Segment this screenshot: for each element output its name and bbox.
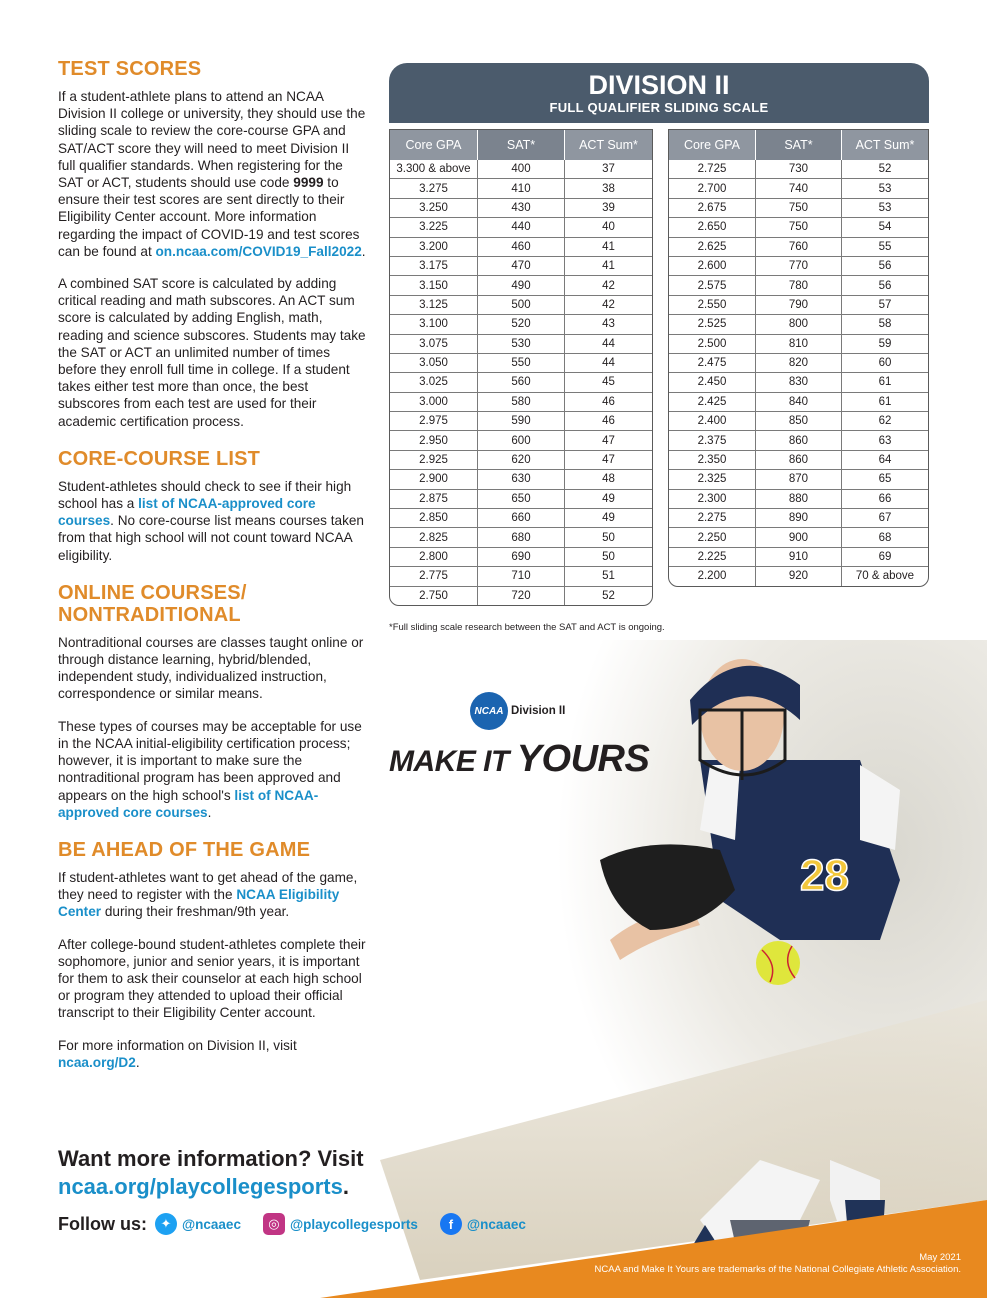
act-cell: 69 bbox=[841, 547, 928, 566]
sat-cell: 890 bbox=[755, 509, 841, 528]
trademark-notice: NCAA and Make It Yours are trademarks of the National Collegiate Athletic Association. bbox=[594, 1264, 961, 1275]
core-gpa-cell: 2.275 bbox=[669, 509, 755, 528]
act-cell: 64 bbox=[841, 450, 928, 469]
core-gpa-cell: 2.300 bbox=[669, 489, 755, 508]
scale-row bbox=[390, 586, 652, 605]
approved-courses-link[interactable]: list of NCAA-approved core courses bbox=[58, 787, 319, 820]
scale-row bbox=[669, 528, 928, 547]
core-gpa-cell: 2.925 bbox=[390, 450, 478, 469]
core-course-paragraph: Student-athletes should check to see if their high school has a list of NCAA-approved core courses. No core-course list means courses taken from that high school will not count toward NCAA eligibility. bbox=[58, 478, 364, 563]
act-cell: 47 bbox=[565, 450, 653, 469]
sat-cell: 490 bbox=[478, 276, 565, 295]
sat-cell: 800 bbox=[755, 315, 841, 334]
core-gpa-cell: 2.975 bbox=[390, 412, 478, 431]
act-cell: 43 bbox=[565, 315, 653, 334]
col-act-sum: ACT Sum* bbox=[841, 130, 928, 160]
scale-row bbox=[669, 315, 928, 334]
sat-cell: 860 bbox=[755, 431, 841, 450]
act-cell: 42 bbox=[565, 295, 653, 314]
test-scores-heading: TEST SCORES bbox=[58, 58, 202, 80]
act-cell: 48 bbox=[565, 470, 653, 489]
sliding-scale-card bbox=[389, 63, 929, 602]
act-cell: 65 bbox=[841, 470, 928, 489]
core-gpa-cell: 3.275 bbox=[390, 179, 478, 198]
sat-cell: 590 bbox=[478, 412, 565, 431]
core-gpa-cell: 3.125 bbox=[390, 295, 478, 314]
sat-cell: 830 bbox=[755, 373, 841, 392]
sat-cell: 810 bbox=[755, 334, 841, 353]
act-cell: 47 bbox=[565, 431, 653, 450]
act-cell: 50 bbox=[565, 547, 653, 566]
playcollegesports-link[interactable]: ncaa.org/playcollegesports bbox=[58, 1174, 343, 1199]
act-cell: 37 bbox=[565, 160, 653, 179]
core-gpa-cell: 2.350 bbox=[669, 450, 755, 469]
core-gpa-cell: 2.875 bbox=[390, 489, 478, 508]
act-cell: 53 bbox=[841, 198, 928, 217]
scale-row bbox=[669, 489, 928, 508]
sat-cell: 520 bbox=[478, 315, 565, 334]
scale-row bbox=[390, 218, 652, 237]
sat-cell: 900 bbox=[755, 528, 841, 547]
sat-cell: 620 bbox=[478, 450, 565, 469]
d2-link[interactable]: ncaa.org/D2 bbox=[58, 1054, 136, 1070]
follow-us-row bbox=[58, 1213, 540, 1235]
act-cell: 58 bbox=[841, 315, 928, 334]
scale-row bbox=[390, 160, 652, 179]
sat-cell: 580 bbox=[478, 392, 565, 411]
core-gpa-cell: 2.900 bbox=[390, 470, 478, 489]
act-cell: 61 bbox=[841, 392, 928, 411]
core-gpa-cell: 2.200 bbox=[669, 567, 755, 586]
scale-row bbox=[390, 315, 652, 334]
sat-cell: 790 bbox=[755, 295, 841, 314]
core-gpa-cell: 2.475 bbox=[669, 353, 755, 372]
core-gpa-cell: 2.525 bbox=[669, 315, 755, 334]
core-gpa-cell: 2.800 bbox=[390, 547, 478, 566]
act-cell: 41 bbox=[565, 237, 653, 256]
test-scores-paragraph: If a student-athlete plans to attend an NCAA Division II college or university, they should use the sliding scale to review the core-course GPA and SAT/ACT score they will need to meet Division II full qualifier standards. When registering for the SAT or ACT, students should use code 9999 to ensure their test scores are sent directly to their Eligibility Center account. More information regarding the impact of COVID-19 and test scores can be found at on.ncaa.com/COVID19_Fall2022. bbox=[58, 89, 366, 259]
col-act-sum: ACT Sum* bbox=[565, 130, 653, 160]
twitter-icon: ✦ bbox=[155, 1213, 177, 1235]
act-cell: 60 bbox=[841, 353, 928, 372]
scale-subtitle: FULL QUALIFIER SLIDING SCALE bbox=[549, 100, 769, 115]
scale-row bbox=[669, 431, 928, 450]
act-cell: 63 bbox=[841, 431, 928, 450]
sat-cell: 840 bbox=[755, 392, 841, 411]
sat-cell: 660 bbox=[478, 509, 565, 528]
publish-date: May 2021 bbox=[919, 1252, 961, 1263]
scale-row bbox=[669, 412, 928, 431]
core-gpa-cell: 2.450 bbox=[669, 373, 755, 392]
core-gpa-cell: 2.500 bbox=[669, 334, 755, 353]
scale-row bbox=[390, 547, 652, 566]
covid-link[interactable]: on.ncaa.com/COVID19_Fall2022 bbox=[155, 243, 362, 259]
core-gpa-cell: 3.100 bbox=[390, 315, 478, 334]
core-gpa-cell: 2.600 bbox=[669, 256, 755, 275]
sat-cell: 650 bbox=[478, 489, 565, 508]
core-course-section bbox=[58, 448, 370, 564]
test-scores-section bbox=[58, 58, 370, 430]
act-cell: 70 & above bbox=[855, 570, 915, 583]
core-gpa-cell: 2.325 bbox=[669, 470, 755, 489]
scale-title: DIVISION II bbox=[588, 70, 730, 100]
ahead-heading: BE AHEAD OF THE GAME bbox=[58, 838, 311, 861]
scale-row bbox=[390, 256, 652, 275]
scale-table-right bbox=[668, 129, 929, 587]
scale-left-body bbox=[390, 160, 652, 605]
scale-row bbox=[669, 470, 928, 489]
scale-row bbox=[390, 470, 652, 489]
scale-row bbox=[390, 431, 652, 450]
act-cell: 45 bbox=[565, 373, 653, 392]
sat-cell: 720 bbox=[478, 586, 565, 605]
sat-cell: 870 bbox=[755, 470, 841, 489]
ahead-paragraph-1: If student-athletes want to get ahead of the game, they need to register with the NCAA Eligibility Center during their freshman/9th year. bbox=[58, 869, 358, 920]
sat-cell: 850 bbox=[755, 412, 841, 431]
act-cell: 40 bbox=[565, 218, 653, 237]
sat-cell: 500 bbox=[478, 295, 565, 314]
core-gpa-cell: 2.950 bbox=[390, 431, 478, 450]
sat-cell: 920 bbox=[755, 567, 841, 586]
act-cell: 39 bbox=[565, 198, 653, 217]
sat-cell: 760 bbox=[755, 237, 841, 256]
act-cell: 55 bbox=[841, 237, 928, 256]
core-gpa-cell: 2.625 bbox=[669, 237, 755, 256]
scale-row bbox=[669, 547, 928, 566]
sat-cell: 400 bbox=[478, 160, 565, 179]
ahead-paragraph-2: After college-bound student-athletes complete their sophomore, junior and senior years, it is important for them to ask their counselor at each high school or program they attended to upload their official transcript to their Eligibility Center account. bbox=[58, 936, 366, 1021]
ncaa-logo-icon: NCAA bbox=[470, 692, 508, 730]
scale-row bbox=[390, 353, 652, 372]
act-cell: 50 bbox=[565, 528, 653, 547]
core-gpa-cell: 2.825 bbox=[390, 528, 478, 547]
core-gpa-cell: 3.050 bbox=[390, 353, 478, 372]
col-core-gpa: Core GPA bbox=[669, 130, 755, 160]
eligibility-center-link[interactable]: NCAA Eligibility Center bbox=[58, 887, 340, 920]
scale-row bbox=[669, 509, 928, 528]
sat-cell: 880 bbox=[755, 489, 841, 508]
scale-row bbox=[390, 295, 652, 314]
sat-cell: 860 bbox=[755, 450, 841, 469]
act-cell: 51 bbox=[565, 567, 653, 586]
scale-row bbox=[390, 528, 652, 547]
scale-row bbox=[669, 160, 928, 179]
scale-row bbox=[390, 179, 652, 198]
col-core-gpa: Core GPA bbox=[390, 130, 478, 160]
scale-row bbox=[390, 334, 652, 353]
act-cell: 57 bbox=[841, 295, 928, 314]
core-gpa-cell: 2.375 bbox=[669, 431, 755, 450]
sat-cell: 460 bbox=[478, 237, 565, 256]
sat-cell: 750 bbox=[755, 218, 841, 237]
col-sat: SAT* bbox=[478, 130, 565, 160]
scale-row bbox=[390, 509, 652, 528]
core-gpa-cell: 3.025 bbox=[390, 373, 478, 392]
sat-cell: 780 bbox=[755, 276, 841, 295]
scale-row bbox=[390, 450, 652, 469]
instagram-handle[interactable]: ◎ @playcollegesports bbox=[263, 1213, 418, 1235]
scale-row bbox=[669, 373, 928, 392]
scale-row bbox=[390, 373, 652, 392]
legal-footer bbox=[595, 1252, 961, 1276]
scale-row bbox=[390, 276, 652, 295]
sat-act-paragraph: A combined SAT score is calculated by adding critical reading and math subscores. An ACT sum score is calculated by adding English, math, reading and science subscores. Students may take the SAT or ACT an unlimited number of times before they enroll full time in college. If a student takes either test more than once, the best subscores from each test are used for their academic certification process. bbox=[58, 276, 366, 429]
core-gpa-cell: 2.425 bbox=[669, 392, 755, 411]
act-cell: 38 bbox=[565, 179, 653, 198]
scale-row bbox=[669, 334, 928, 353]
scale-right-body bbox=[669, 160, 928, 586]
core-gpa-cell: 2.850 bbox=[390, 509, 478, 528]
sat-cell: 550 bbox=[478, 353, 565, 372]
core-gpa-cell: 2.575 bbox=[669, 276, 755, 295]
act-cell: 52 bbox=[841, 160, 928, 179]
core-gpa-cell: 2.675 bbox=[669, 198, 755, 217]
scale-row bbox=[669, 179, 928, 198]
softball-icon bbox=[756, 941, 800, 985]
core-gpa-cell: 2.650 bbox=[669, 218, 755, 237]
scale-row bbox=[669, 276, 928, 295]
sat-cell: 440 bbox=[478, 218, 565, 237]
core-gpa-cell: 3.250 bbox=[390, 198, 478, 217]
jersey-number: 28 bbox=[800, 851, 849, 900]
act-cell: 49 bbox=[565, 509, 653, 528]
scale-row bbox=[669, 218, 928, 237]
scale-row bbox=[390, 489, 652, 508]
sat-cell: 530 bbox=[478, 334, 565, 353]
facebook-icon: f bbox=[440, 1213, 462, 1235]
act-cell: 56 bbox=[841, 276, 928, 295]
act-cell: 46 bbox=[565, 392, 653, 411]
core-gpa-cell: 2.225 bbox=[669, 547, 755, 566]
scale-row bbox=[390, 198, 652, 217]
sat-cell: 600 bbox=[478, 431, 565, 450]
online-paragraph-1: Nontraditional courses are classes taught online or through distance learning, hybrid/blended, independent study, individualized instruction, correspondence or similar means. bbox=[58, 634, 364, 702]
sat-cell: 750 bbox=[755, 198, 841, 217]
act-cell: 54 bbox=[841, 218, 928, 237]
scale-footnote: *Full sliding scale research between the SAT and ACT is ongoing. bbox=[389, 622, 665, 633]
act-cell: 56 bbox=[841, 256, 928, 275]
core-gpa-cell: 3.150 bbox=[390, 276, 478, 295]
act-cell: 52 bbox=[602, 589, 615, 602]
act-cell: 59 bbox=[841, 334, 928, 353]
core-gpa-cell: 2.550 bbox=[669, 295, 755, 314]
scale-row bbox=[669, 567, 928, 586]
facebook-handle[interactable]: f @ncaaec bbox=[440, 1213, 526, 1235]
sat-cell: 410 bbox=[478, 179, 565, 198]
sat-cell: 680 bbox=[478, 528, 565, 547]
core-gpa-cell: 3.200 bbox=[390, 237, 478, 256]
core-gpa-cell: 3.075 bbox=[390, 334, 478, 353]
sat-cell: 910 bbox=[755, 547, 841, 566]
sat-cell: 470 bbox=[478, 256, 565, 275]
scale-banner bbox=[389, 63, 929, 123]
sat-cell: 690 bbox=[478, 547, 565, 566]
core-course-list-link[interactable]: list of NCAA-approved core courses bbox=[58, 496, 316, 529]
core-gpa-cell: 3.300 & above bbox=[390, 160, 478, 179]
ncaa-division-ii-logo bbox=[470, 692, 565, 730]
ahead-paragraph-3: For more information on Division II, visit ncaa.org/D2. bbox=[58, 1037, 297, 1070]
scale-row bbox=[669, 353, 928, 372]
core-gpa-cell: 2.750 bbox=[390, 586, 478, 605]
online-paragraph-2: These types of courses may be acceptable for use in the NCAA initial-eligibility certification process; however, it is important to make sure the nontraditional program has been approved and appears on the high school's list of NCAA-approved core courses. bbox=[58, 718, 362, 820]
act-cell: 44 bbox=[565, 353, 653, 372]
act-cell: 67 bbox=[841, 509, 928, 528]
scale-row bbox=[390, 392, 652, 411]
scale-row bbox=[669, 450, 928, 469]
col-sat: SAT* bbox=[755, 130, 841, 160]
sat-cell: 710 bbox=[478, 567, 565, 586]
act-cell: 68 bbox=[841, 528, 928, 547]
follow-label: Follow us: bbox=[58, 1213, 147, 1234]
cta-text: Want more information? Visit bbox=[58, 1146, 364, 1171]
core-course-heading: CORE-COURSE LIST bbox=[58, 447, 261, 470]
scale-row bbox=[669, 295, 928, 314]
act-cell: 61 bbox=[841, 373, 928, 392]
core-gpa-cell: 2.700 bbox=[669, 179, 755, 198]
scale-row bbox=[669, 198, 928, 217]
core-gpa-cell: 3.225 bbox=[390, 218, 478, 237]
sat-cell: 730 bbox=[755, 160, 841, 179]
sat-cell: 430 bbox=[478, 198, 565, 217]
scale-row bbox=[669, 256, 928, 275]
act-cell: 49 bbox=[565, 489, 653, 508]
sat-cell: 770 bbox=[755, 256, 841, 275]
scale-row bbox=[390, 237, 652, 256]
scale-row bbox=[669, 237, 928, 256]
scale-row bbox=[669, 392, 928, 411]
core-gpa-cell: 3.000 bbox=[390, 392, 478, 411]
core-gpa-cell: 2.250 bbox=[669, 528, 755, 547]
act-cell: 44 bbox=[565, 334, 653, 353]
act-cell: 66 bbox=[841, 489, 928, 508]
sat-cell: 820 bbox=[755, 353, 841, 372]
sat-cell: 560 bbox=[478, 373, 565, 392]
instagram-icon: ◎ bbox=[263, 1213, 285, 1235]
act-cell: 41 bbox=[565, 256, 653, 275]
sat-cell: 630 bbox=[478, 470, 565, 489]
make-it-yours-wordmark: MAKE IT YOURS bbox=[389, 738, 650, 780]
core-gpa-cell: 2.775 bbox=[390, 567, 478, 586]
core-gpa-cell: 3.175 bbox=[390, 256, 478, 275]
scale-row bbox=[390, 567, 652, 586]
division-ii-label: Division II bbox=[511, 705, 566, 717]
core-gpa-cell: 2.400 bbox=[669, 412, 755, 431]
twitter-handle[interactable]: ✦ @ncaaec bbox=[155, 1213, 241, 1235]
online-courses-heading: ONLINE COURSES/ NONTRADITIONAL bbox=[58, 581, 247, 626]
act-cell: 62 bbox=[841, 412, 928, 431]
sat-cell: 740 bbox=[755, 179, 841, 198]
sat-code: 9999 bbox=[293, 175, 324, 191]
more-info-cta: Want more information? Visit ncaa.org/playcollegesports. bbox=[58, 1146, 364, 1199]
scale-table-left bbox=[389, 129, 653, 606]
act-cell: 42 bbox=[565, 276, 653, 295]
act-cell: 46 bbox=[565, 412, 653, 431]
act-cell: 53 bbox=[841, 179, 928, 198]
scale-row bbox=[390, 412, 652, 431]
core-gpa-cell: 2.725 bbox=[669, 160, 755, 179]
